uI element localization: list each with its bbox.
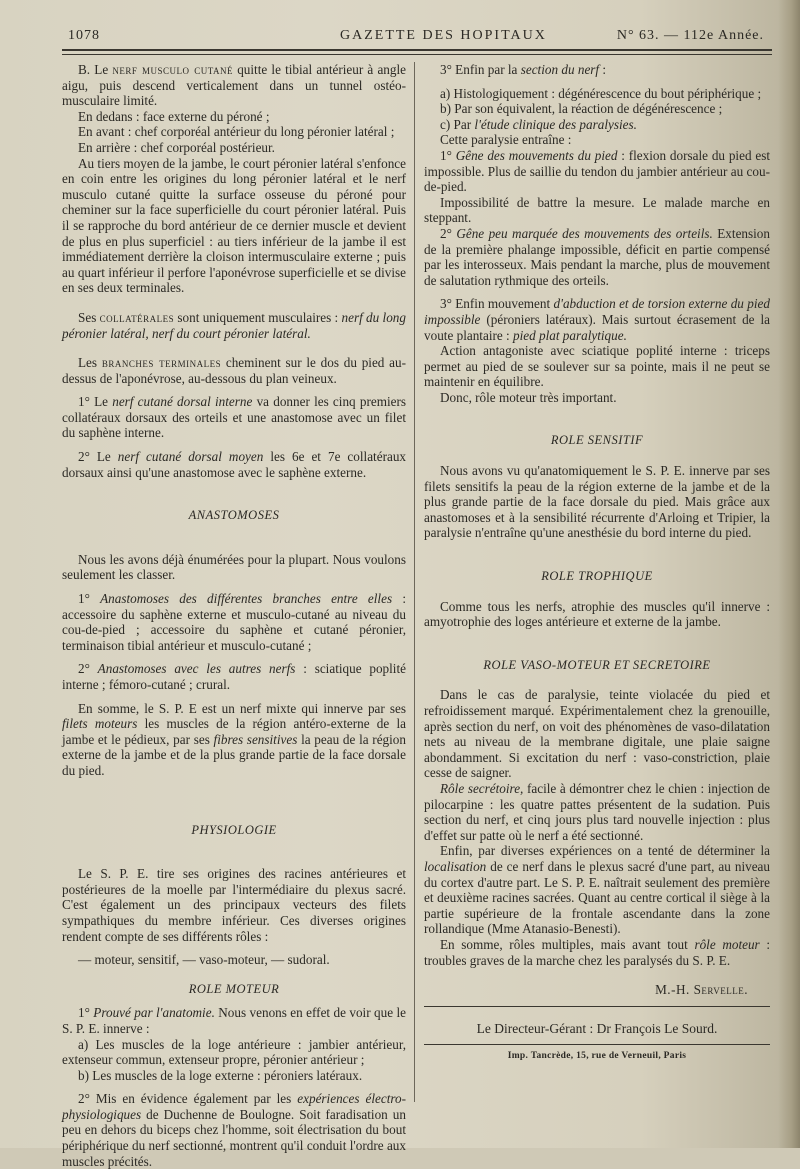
- paragraph: Enfin, par diverses expériences on a tenté de déterminer la localisation de ce nerf dans le plexus sacré d'une part, au niveau du cortex d'autre part. Le S. P. E. naîtrait seulement des première et deuxième racines sacrées. Quant au centre cortical il siège à la partie supérieure de la frontale ascendante dans la zone rollandique (Mme Atanasio-Benesti).: [424, 843, 770, 937]
- paragraph: a) Histologiquement : dégénérescence du bout périphérique ;: [440, 85, 762, 101]
- paragraph: En avant : chef corporéal antérieur du long péronier latéral ;: [78, 124, 395, 140]
- section-heading-anastomoses: ANASTOMOSES: [188, 508, 280, 523]
- paragraph: En dedans : face externe du péroné ;: [78, 108, 270, 124]
- running-header: [68, 28, 768, 50]
- paragraph: 3° Enfin par la section du nerf :: [440, 62, 607, 77]
- paragraph: 1° Le nerf cutané dorsal interne va donner les cinq premiers collatéraux dorsaux des orteils et une anastomose avec un filet du saphène interne.: [62, 394, 406, 441]
- paragraph: a) Les muscles de la loge antérieure : jambier antérieur, extenseur commun, extenseur propre, péronier antérieur ;: [62, 1036, 406, 1068]
- paragraph: Comme tous les nerfs, atrophie des muscles qu'il innerve : amyotrophie des loges antérieure et externe de la jambe.: [424, 598, 770, 630]
- paragraph: Rôle secrétoire, facile à démontrer chez le chien : injection de pilocarpine : les quatre pattes présentent de la sudation. Puis section du nerf, et cinq jours plus tard nouvelle injection : plus d'effet sur patte où le nerf a été sectionné.: [424, 780, 770, 843]
- paragraph: 1° Prouvé par l'anatomie. Nous venons en effet de voir que le S. P. E. innerve :: [62, 1005, 406, 1036]
- paragraph: 2° Gêne peu marquée des mouvements des orteils. Extension de la première phalange impossible, déficit en partie compensé par les interosseux. Mais pendant la marche, plus de mouvement de salutation rythmique des orteils.: [424, 225, 770, 288]
- paragraph: 2° Anastomoses avec les autres nerfs : sciatique poplité interne ; fémoro-cutané ; crural.: [62, 661, 406, 692]
- paragraph: Nous les avons déjà énumérées pour la plupart. Nous voulons seulement les classer.: [62, 551, 406, 583]
- section-heading-role-moteur: ROLE MOTEUR: [188, 981, 280, 996]
- paragraph: 2° Mis en évidence également par les expériences électro-physiologiques de Duchenne de Boulogne. Soit faradisation un peu en dehors du biceps chez l'homme, soit électrisation du bout périphérique du nerf sectionné, montrent qu'il conduit l'ordre aux muscles précités.: [62, 1091, 406, 1169]
- paragraph: b) Par son équivalent, la réaction de dégénérescence ;: [440, 101, 723, 117]
- paragraph: Ses collatérales sont uniquement musculaires : nerf du long péronier latéral, nerf du court péronier latéral.: [62, 309, 406, 341]
- paragraph: B. Le nerf musculo cutané quitte le tibial antérieur à angle aigu, puis descend verticalement dans un tunnel ostéo-musculaire limité.: [62, 62, 406, 109]
- paragraph: Le S. P. E. tire ses origines des racines antérieures et postérieures de la moelle par l'intermédiaire du plexus sacré. C'est également un des principaux vecteurs des filets sympathiques du membre inférieur. Ces diverses origines rendent compte de ses différents rôles :: [62, 866, 406, 944]
- paragraph: c) Par l'étude clinique des paralysies.: [440, 116, 637, 132]
- paragraph: 3° Enfin mouvement d'abduction et de torsion externe du pied impossible (péroniers latéraux). Mais surtout écrasement de la voute plantaire : pied plat paralytique.: [424, 296, 770, 343]
- paragraph: En somme, rôles multiples, mais avant tout rôle moteur : troubles graves de la marche chez les paralysés du S. P. E.: [424, 936, 770, 968]
- header-rule: [62, 49, 772, 51]
- paragraph: En arrière : chef corporéal postérieur.: [78, 139, 275, 155]
- paragraph: 1° Gêne des mouvements du pied : flexion dorsale du pied est impossible. Plus de saillie du tendon du jambier antérieur au cou-de-pied.: [424, 147, 771, 195]
- paragraph: Au tiers moyen de la jambe, le court péronier latéral s'enfonce en coin entre les origines du long péronier latéral et le nerf musculo cutané quitte la surface osseuse du péroné pour cheminer sur la face superficielle du court péronier latéral. Puis il se rapproche du bord antérieur de ce dernier muscle et devient de plus en plus superficiel : au tiers inférieur de la jambe il est immédiatement derrière la cloison intermusculaire externe ; puis au quart inférieur il perfore l'aponévrose superficielle et se divise en ses deux terminales.: [62, 155, 406, 296]
- paragraph: Donc, rôle moteur très important.: [440, 389, 617, 405]
- page-edge-shadow: [778, 0, 800, 1148]
- right-column: [424, 62, 770, 1065]
- paragraph: Les branches terminales cheminent sur le dos du pied au-dessus de l'aponévrose, au-dessous du plan veineux.: [62, 355, 406, 386]
- section-heading-physiologie: PHYSIOLOGIE: [191, 822, 277, 837]
- journal-title: GAZETTE DES HOPITAUX: [340, 28, 547, 43]
- editor-line: Le Directeur-Gérant : Dr François Le Sourd.: [476, 1020, 718, 1036]
- issue-number: N° 63. — 112e Année.: [616, 28, 764, 43]
- column-divider: [414, 62, 415, 1102]
- paragraph: — moteur, sensitif, — vaso-moteur, — sudoral.: [78, 952, 330, 968]
- paragraph: b) Les muscles de la loge externe : péroniers latéraux.: [78, 1067, 363, 1083]
- section-heading-role-vaso-moteur: ROLE VASO-MOTEUR ET SECRETOIRE: [483, 657, 711, 672]
- paragraph: Impossibilité de battre la mesure. Le malade marche en steppant.: [424, 194, 770, 226]
- left-column: [62, 62, 406, 1169]
- paragraph: Nous avons vu qu'anatomiquement le S. P. E. innerve par ses filets sensitifs la peau de la région externe de la jambe et de la plus grande partie de la face dorsale du pied. Mais grâce aux anastomoses et à la sensibilité récurrente d'Arloing et Tripier, la paralysie n'entraîne qu'une anesthésie du bord interne du pied.: [424, 463, 770, 541]
- paragraph: Cette paralysie entraîne :: [440, 132, 572, 148]
- paragraph: En somme, le S. P. E est un nerf mixte qui innerve par ses filets moteurs les muscles de la région antéro-externe de la jambe et le pédieux, par ses fibres sensitives la peau de la région externe de la jambe et de la plus grande partie de la face dorsale du pied.: [62, 700, 406, 778]
- header-rule-thin: [62, 54, 772, 55]
- paragraph: 2° Le nerf cutané dorsal moyen les 6e et 7e collatéraux dorsaux ainsi qu'une anastomose avec le saphène externe.: [62, 449, 407, 480]
- section-heading-role-trophique: ROLE TROPHIQUE: [541, 569, 653, 584]
- printer-line: Imp. Tancrède, 15, rue de Verneuil, Paris: [507, 1051, 687, 1062]
- paragraph: 1° Anastomoses des différentes branches entre elles : accessoire du saphène externe et musculo-cutané au niveau du cou-de-pied ; accessoire du saphène et cutané péronier, terminaison tibial antérieur et musculo-cutané ;: [62, 591, 407, 653]
- paragraph: Dans le cas de paralysie, teinte violacée du pied et refroidissement marqué. Expérimentalement chez la grenouille, après section du nerf, on voit des phénomènes de vaso-dilatation nets au niveau de la membrane digitale, une plaie saigne abondamment. Si excitation du nerf : vaso-constriction, plaie cesse de saigner.: [424, 687, 770, 781]
- author-signature: M.-H. Servelle.: [655, 982, 748, 998]
- paragraph: Action antagoniste avec sciatique poplité interne : triceps permet au pied de se soulever sur sa pointe, mais il ne peut se maintenir en équilibre.: [424, 343, 770, 390]
- section-heading-role-sensitif: ROLE SENSITIF: [550, 433, 644, 448]
- page-number: 1078: [68, 28, 100, 43]
